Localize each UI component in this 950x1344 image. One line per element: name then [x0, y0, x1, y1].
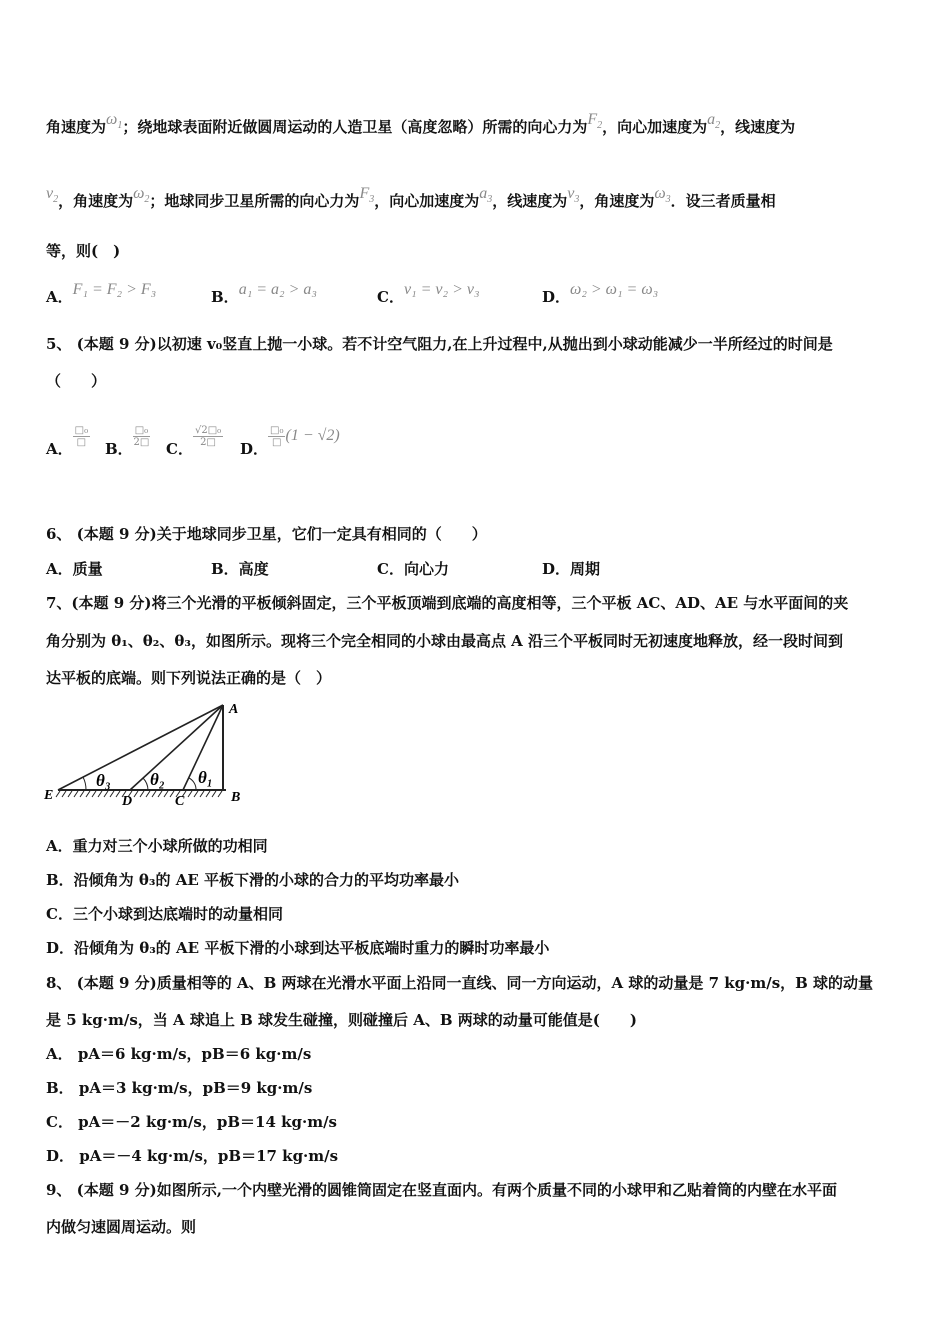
point-a-label: A [229, 702, 239, 717]
a3-symbol: $a_3$ [479, 185, 493, 206]
q7-option-d: D．沿倾角为 θ₃的 AE 平板下滑的小球到达平板底端时重力的瞬时功率最小 [46, 939, 550, 957]
theta3-label: θ₃ [96, 771, 111, 790]
omega1-symbol: $\omega_1$ [106, 111, 123, 132]
theta1-label: θ₁ [198, 768, 213, 787]
q4-option-c: C．v₁ = v₂ > v₃ [377, 281, 480, 306]
q9-line-1: 9、 (本题 9 分)如图所示,一个内壁光滑的圆锥筒固定在竖直面内。有两个质量不同的小球甲和乙贴着筒的内壁在水平面 [46, 1181, 837, 1199]
point-c-label: C [175, 794, 185, 809]
q7-line-1: 7、(本题 9 分)将三个光滑的平板倾斜固定，三个平板顶端到底端的高度相等，三个平板 AC、AD、AE 与水平面间的夹 [46, 594, 849, 612]
point-b-label: B [231, 790, 241, 805]
q5-line-2: （ ） [46, 372, 107, 390]
q6-option-d: D．周期 [542, 560, 601, 578]
q8-line-1: 8、 (本题 9 分)质量相等的 A、B 两球在光滑水平面上沿同一直线、同一方向运动，A 球的动量是 7 kg·m/s，B 球的动量 [46, 974, 874, 992]
omega2-symbol: $\omega_2$ [133, 185, 150, 206]
a2-symbol: $a_2$ [707, 111, 721, 132]
v2-symbol: $v_2$ [46, 185, 59, 206]
F3-symbol: $F_3$ [359, 185, 375, 206]
q4-option-a: A．F₁ = F₂ > F₃ [46, 281, 157, 306]
q6-line-1: 6、 (本题 9 分)关于地球同步卫星，它们一定具有相同的（ ） [46, 525, 487, 543]
q5-line-1: 5、 (本题 9 分)以初速 v₀竖直上抛一小球。若不计空气阻力,在上升过程中,从抛出到小球动能减少一半所经过的时间是 [46, 335, 833, 353]
q6-option-b: B．高度 [211, 560, 269, 578]
q8-option-d: D． pA＝－4 kg·m/s，pB＝17 kg·m/s [46, 1147, 339, 1165]
F2-symbol: $F_2$ [587, 111, 603, 132]
v3-symbol: $v_3$ [567, 185, 580, 206]
q5-option-c: C． $\frac{\text{√2□₀}}{2□}$ [166, 424, 222, 458]
omega3-symbol: $\omega_3$ [654, 185, 671, 206]
theta2-label: θ₂ [150, 770, 165, 789]
q7-line-3: 达平板的底端。则下列说法正确的是（ ） [46, 669, 332, 687]
q7-option-a: A．重力对三个小球所做的功相同 [46, 837, 268, 855]
q5-option-b: B． $\frac{\text{□₀}}{2□}$ [105, 424, 150, 458]
point-e-label: E [44, 788, 54, 803]
q8-line-2: 是 5 kg·m/s，当 A 球追上 B 球发生碰撞，则碰撞后 A、B 两球的动量可能值是( ) [46, 1011, 637, 1029]
q5-option-d: D． $\frac{\text{□₀}}{□}$ (1 − √2) [240, 424, 340, 458]
inclined-planes-figure [40, 695, 260, 815]
q7-option-c: C．三个小球到达底端时的动量相同 [46, 905, 283, 923]
q4-line-1: 角速度为$\omega_1$；绕地球表面附近做圆周运动的人造卫星（高度忽略）所需的向心力为$F_2$，向心加速度为$a_2$，线速度为 [46, 111, 796, 136]
point-d-label: D [122, 794, 133, 809]
q4-option-d: D．ω₂ > ω₁ = ω₃ [542, 281, 659, 306]
q7-option-b: B．沿倾角为 θ₃的 AE 平板下滑的小球的合力的平均功率最小 [46, 871, 459, 889]
q4-line-2: $v_2$，角速度为$\omega_2$；地球同步卫星所需的向心力为$F_3$，向心加速度为$a_3$，线速度为$v_3$，角速度为$\omega_3$．设三者质量相 [46, 185, 776, 210]
q7-line-2: 角分别为 θ₁、θ₂、θ₃，如图所示。现将三个完全相同的小球由最高点 A 沿三个平板同时无初速度地释放，经一段时间到 [46, 632, 844, 650]
q8-option-b: B． pA＝3 kg·m/s，pB＝9 kg·m/s [46, 1079, 313, 1097]
q5-option-a: A． $\frac{\text{□₀}}{□}$ [46, 424, 89, 458]
q6-option-c: C．向心力 [377, 560, 449, 578]
q8-option-c: C． pA＝－2 kg·m/s，pB＝14 kg·m/s [46, 1113, 338, 1131]
q4-line-3: 等，则( ) [46, 242, 121, 260]
q6-option-a: A．质量 [46, 560, 103, 578]
q8-option-a: A． pA＝6 kg·m/s，pB＝6 kg·m/s [46, 1045, 312, 1063]
q9-line-2: 内做匀速圆周运动。则 [46, 1218, 197, 1236]
q4-option-b: B．a₁ = a₂ > a₃ [211, 281, 317, 306]
